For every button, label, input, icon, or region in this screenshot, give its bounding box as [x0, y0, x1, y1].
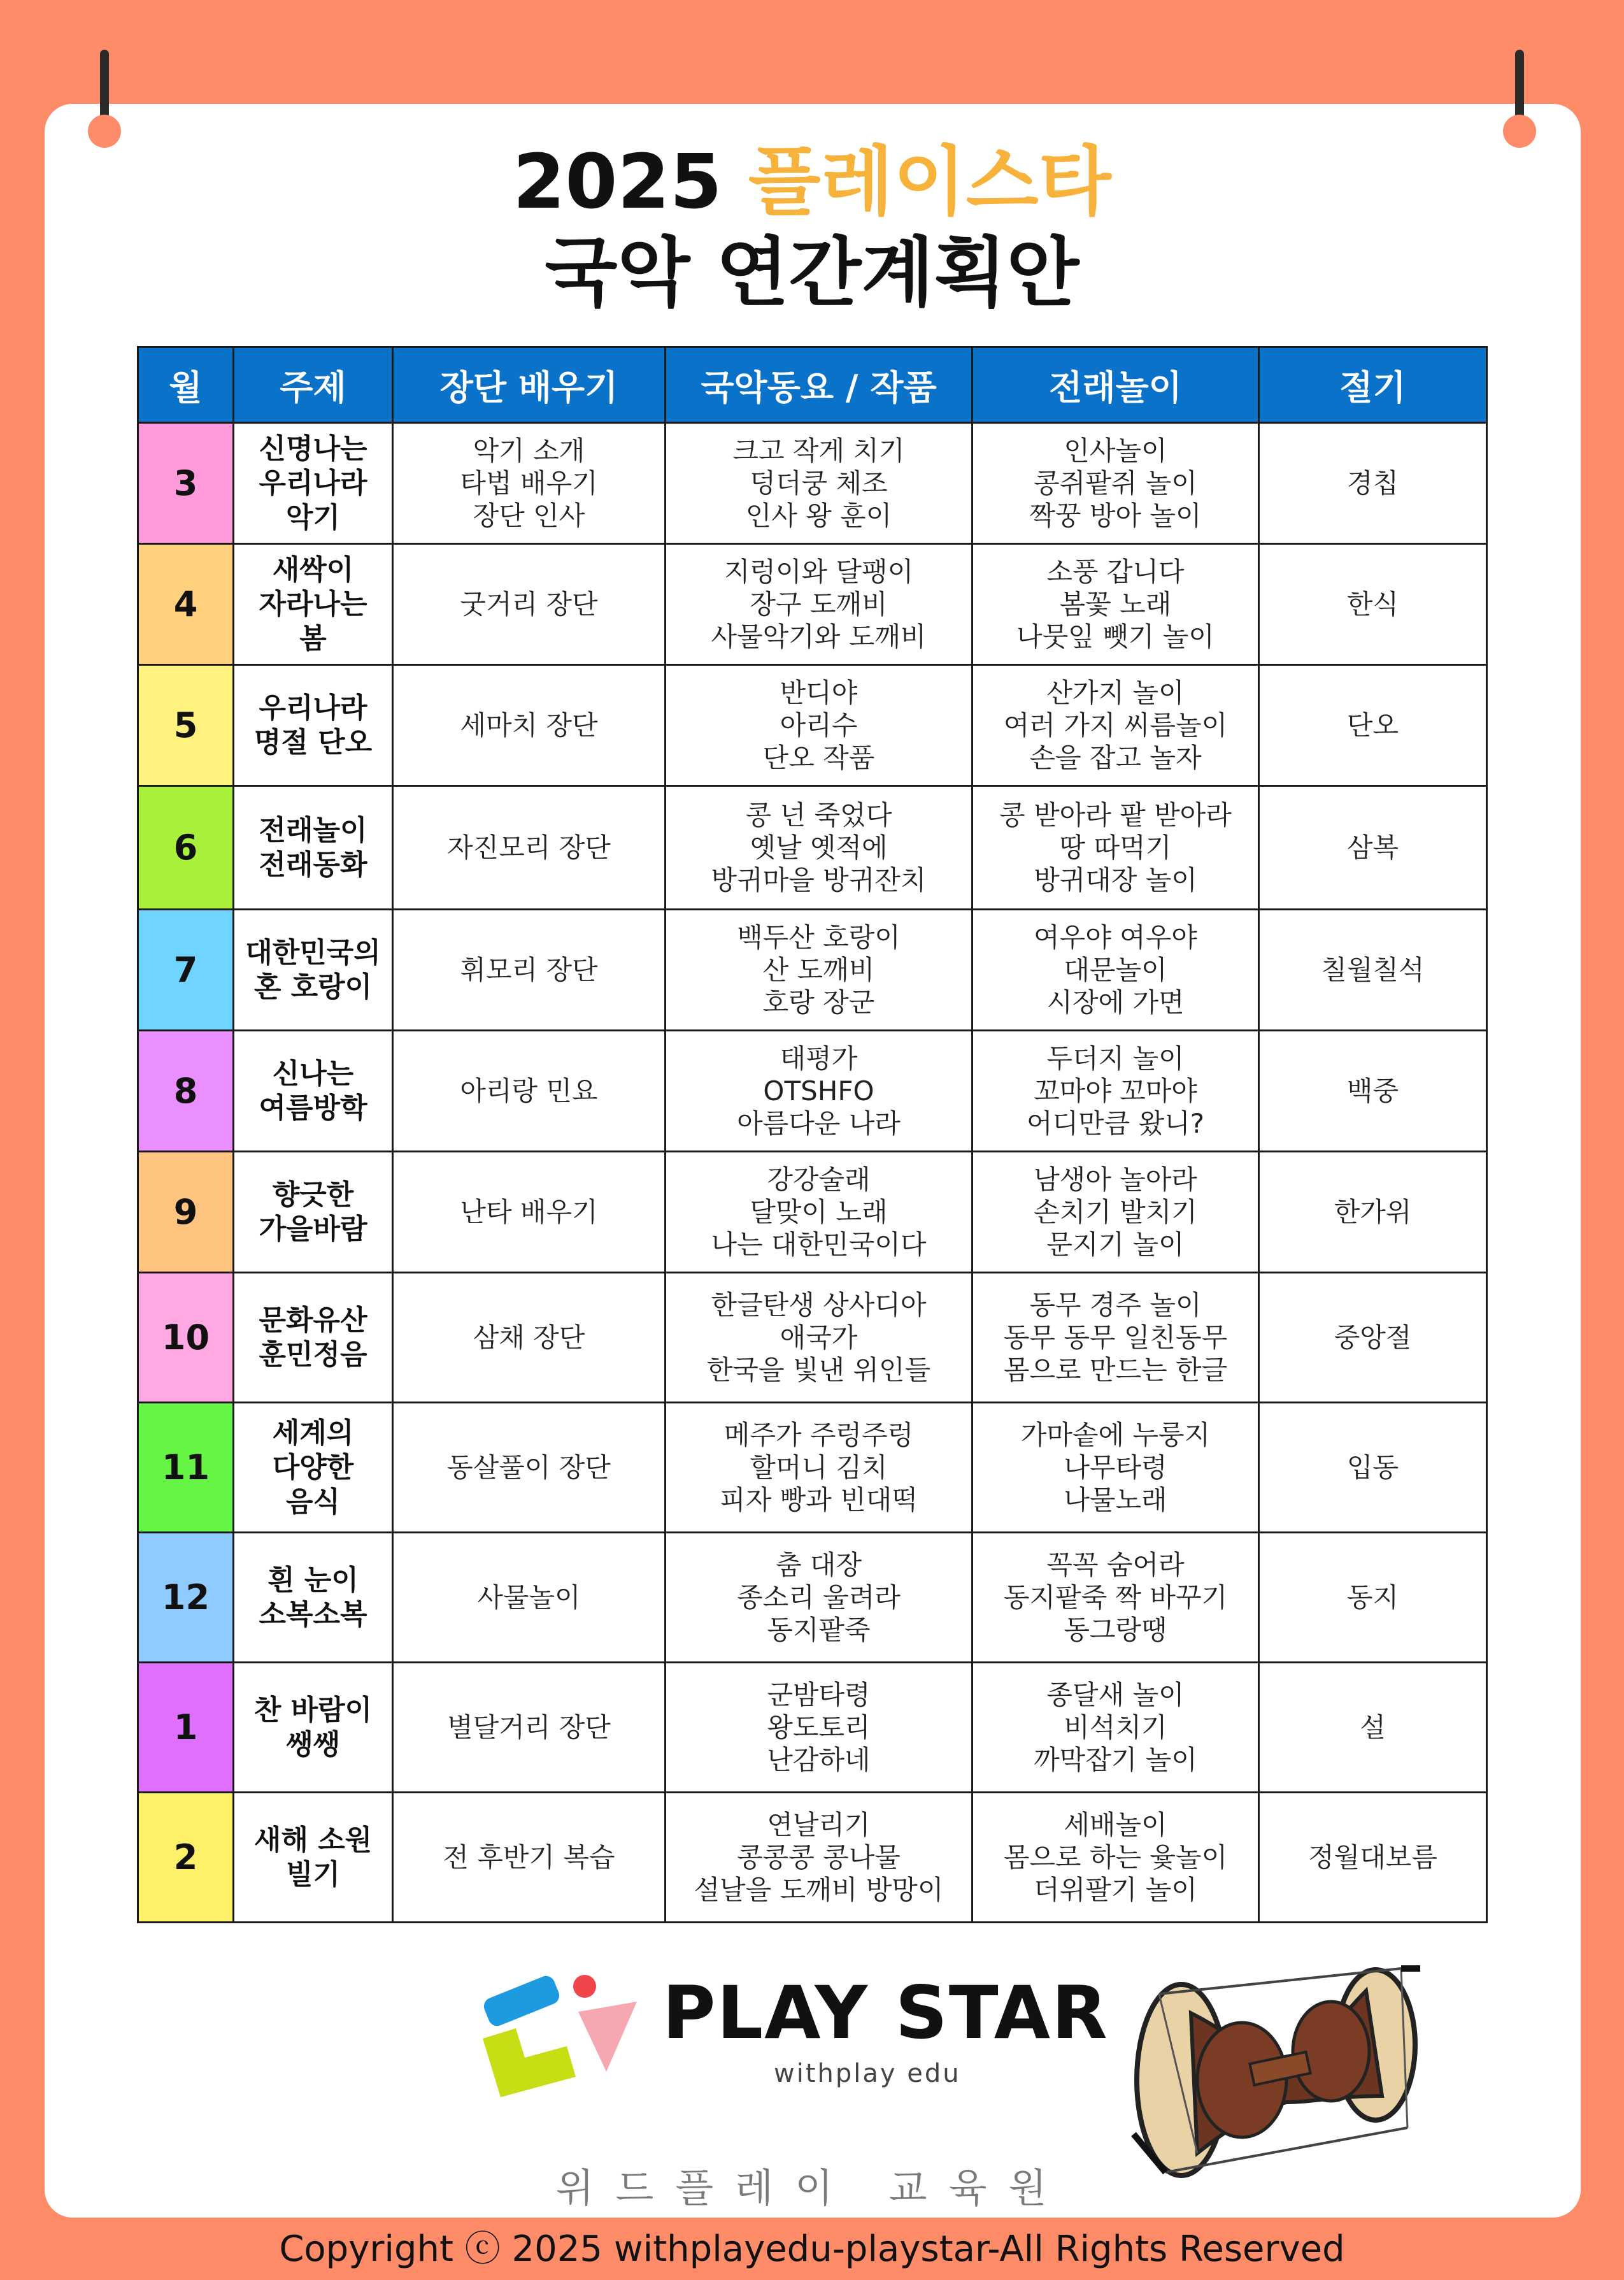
- theme-cell-line: 전래동화: [259, 848, 367, 881]
- season-cell: 정월대보름: [1259, 1793, 1487, 1923]
- theme-cell-line: 세계의: [272, 1416, 354, 1449]
- theme-cell: [234, 1152, 393, 1273]
- rhythm-cell-line: 전 후반기 복습: [443, 1842, 615, 1873]
- rhythm-cell: [393, 544, 666, 665]
- rhythm-cell-line: 악기 소개: [473, 435, 585, 466]
- theme-cell: [234, 1273, 393, 1403]
- theme-cell-line: 우리나라: [259, 691, 367, 724]
- songs-cell: [666, 1031, 972, 1152]
- games-cell-line: 동지팥죽 짝 바꾸기: [1003, 1582, 1228, 1613]
- songs-cell-line: 종소리 울려라: [737, 1582, 901, 1613]
- rhythm-cell-line: 타법 배우기: [460, 468, 598, 499]
- songs-cell-line: 연날리기: [767, 1809, 871, 1840]
- column-header: 주제: [234, 347, 393, 423]
- games-cell-line: 더위팔기 놀이: [1034, 1874, 1197, 1905]
- theme-cell-line: 훈민정음: [259, 1338, 367, 1371]
- games-cell-line: 손치기 발치기: [1034, 1196, 1197, 1228]
- games-cell-line: 세배놀이: [1064, 1809, 1167, 1840]
- theme-cell-line: 다양한: [272, 1451, 354, 1484]
- theme-cell-line: 음식: [285, 1485, 340, 1518]
- theme-cell-line: 신나는: [272, 1057, 354, 1090]
- rhythm-cell-line: 삼채 장단: [473, 1322, 585, 1353]
- theme-cell-line: 우리나라: [259, 466, 367, 499]
- songs-cell-line: 아름다운 나라: [737, 1108, 901, 1139]
- games-cell-line: 동무 경주 놀이: [1029, 1289, 1202, 1321]
- songs-cell-line: 춤 대장: [775, 1549, 862, 1581]
- season-cell: 한식: [1259, 544, 1487, 665]
- table-row: [138, 1533, 1487, 1663]
- column-header: 절기: [1259, 347, 1487, 423]
- season-cell: 한가위: [1259, 1152, 1487, 1273]
- theme-cell: [234, 1793, 393, 1923]
- games-cell-line: 소풍 갑니다: [1046, 556, 1185, 587]
- theme-cell-line: 신명나는: [259, 432, 367, 465]
- songs-cell-line: 피자 빵과 빈대떡: [720, 1484, 918, 1516]
- songs-cell: [666, 665, 972, 786]
- rhythm-cell: [393, 1663, 666, 1793]
- songs-cell-line: 인사 왕 훈이: [745, 500, 892, 531]
- songs-cell-line: 단오 작품: [762, 742, 875, 773]
- column-header: 국악동요 / 작품: [666, 347, 972, 423]
- season-cell: 설: [1259, 1663, 1487, 1793]
- theme-cell: [234, 544, 393, 665]
- month-cell: 7: [138, 910, 234, 1031]
- songs-cell-line: 반디야: [780, 677, 858, 708]
- songs-cell-line: 설날을 도깨비 방망이: [694, 1874, 944, 1905]
- games-cell-line: 남생아 놀아라: [1034, 1164, 1197, 1195]
- rhythm-cell-line: 별달거리 장단: [447, 1712, 611, 1743]
- season-cell: 경칩: [1259, 423, 1487, 544]
- theme-cell: [234, 665, 393, 786]
- games-cell: [972, 1273, 1259, 1403]
- games-cell-line: 콩 받아라 팥 받아라: [999, 799, 1232, 831]
- songs-cell: [666, 544, 972, 665]
- column-header: 월: [138, 347, 234, 423]
- songs-cell-line: 태평가: [780, 1043, 858, 1074]
- games-cell-line: 나물노래: [1064, 1484, 1167, 1516]
- songs-cell-line: 아리수: [780, 710, 858, 741]
- songs-cell-line: 동지팥죽: [767, 1614, 871, 1645]
- rhythm-cell: [393, 1793, 666, 1923]
- songs-cell-line: 크고 작게 치기: [732, 435, 905, 466]
- table-row: [138, 1403, 1487, 1533]
- songs-cell-line: 한글탄생 상사디아: [711, 1289, 927, 1321]
- games-cell: [972, 1663, 1259, 1793]
- table-row: [138, 1663, 1487, 1793]
- songs-cell: [666, 1533, 972, 1663]
- table-header-row: [138, 347, 1487, 423]
- theme-cell: [234, 423, 393, 544]
- theme-cell-line: 가을바람: [259, 1212, 367, 1245]
- season-cell: 동지: [1259, 1533, 1487, 1663]
- page-subtitle: 국악 연간계획안: [545, 229, 1079, 317]
- games-cell-line: 나뭇잎 뺏기 놀이: [1016, 621, 1214, 652]
- rhythm-cell-line: 동살풀이 장단: [447, 1452, 611, 1483]
- annual-plan-table: [137, 346, 1488, 1923]
- songs-cell-line: 장구 도깨비: [750, 589, 888, 620]
- songs-cell: [666, 423, 972, 544]
- songs-cell: [666, 1663, 972, 1793]
- songs-cell-line: 강강술래: [767, 1164, 871, 1195]
- games-cell: [972, 1031, 1259, 1152]
- theme-cell-line: 빌기: [285, 1858, 340, 1891]
- games-cell-line: 몸으로 하는 윷놀이: [1003, 1842, 1228, 1873]
- games-cell-line: 인사놀이: [1064, 435, 1167, 466]
- games-cell-line: 대문놀이: [1064, 954, 1167, 986]
- theme-cell-line: 대한민국의: [245, 936, 381, 969]
- games-cell: [972, 423, 1259, 544]
- games-cell-line: 손을 잡고 놀자: [1029, 742, 1202, 773]
- games-cell-line: 여러 가지 씨름놀이: [1003, 710, 1228, 741]
- table-row: [138, 1152, 1487, 1273]
- month-cell: 11: [138, 1403, 234, 1533]
- games-cell-line: 종달새 놀이: [1046, 1679, 1185, 1710]
- month-cell: 5: [138, 665, 234, 786]
- songs-cell-line: 한국을 빛낸 위인들: [706, 1354, 931, 1386]
- songs-cell-line: OTSHFO: [763, 1075, 874, 1107]
- theme-cell-line: 흰 눈이: [267, 1563, 359, 1596]
- games-cell: [972, 1533, 1259, 1663]
- theme-cell-line: 향긋한: [272, 1178, 354, 1211]
- songs-cell-line: 군밤타령: [767, 1679, 871, 1710]
- korean-brand-name: 위드플레이 교육원: [555, 2165, 1069, 2211]
- table-row: [138, 544, 1487, 665]
- brand-subtitle: withplay edu: [774, 2059, 961, 2088]
- rhythm-cell: [393, 1273, 666, 1403]
- songs-cell-line: 지렁이와 달팽이: [723, 556, 914, 587]
- songs-cell-line: 애국가: [780, 1322, 858, 1353]
- games-cell: [972, 665, 1259, 786]
- games-cell-line: 문지기 놀이: [1046, 1229, 1185, 1260]
- month-cell: 9: [138, 1152, 234, 1273]
- rhythm-cell: [393, 786, 666, 910]
- rhythm-cell: [393, 665, 666, 786]
- month-cell: 3: [138, 423, 234, 544]
- songs-cell-line: 백두산 호랑이: [737, 922, 901, 953]
- theme-cell-line: 새해 소원: [253, 1823, 373, 1856]
- month-cell: 10: [138, 1273, 234, 1403]
- theme-cell-line: 여름방학: [259, 1091, 367, 1124]
- songs-cell: [666, 786, 972, 910]
- rhythm-cell-line: 세마치 장단: [460, 710, 598, 741]
- theme-cell: [234, 1533, 393, 1663]
- theme-cell: [234, 1663, 393, 1793]
- rhythm-cell-line: 장단 인사: [473, 500, 585, 531]
- songs-cell-line: 왕도토리: [767, 1712, 871, 1743]
- theme-cell: [234, 786, 393, 910]
- games-cell: [972, 1152, 1259, 1273]
- table-row: [138, 1793, 1487, 1923]
- games-cell-line: 짝꿍 방아 놀이: [1029, 500, 1202, 531]
- games-cell-line: 동그랑땡: [1064, 1614, 1167, 1645]
- theme-cell-line: 봄: [299, 622, 327, 655]
- table-row: [138, 665, 1487, 786]
- theme-cell-line: 소복소복: [259, 1598, 367, 1631]
- month-cell: 6: [138, 786, 234, 910]
- songs-cell-line: 옛날 옛적에: [750, 832, 888, 863]
- table-row: [138, 423, 1487, 544]
- games-cell-line: 꼬마야 꼬마야: [1034, 1075, 1197, 1107]
- theme-cell-line: 문화유산: [259, 1303, 367, 1337]
- songs-cell-line: 나는 대한민국이다: [711, 1229, 927, 1260]
- games-cell-line: 가마솥에 누룽지: [1020, 1419, 1211, 1451]
- games-cell-line: 까막잡기 놀이: [1034, 1744, 1197, 1775]
- songs-cell-line: 달맞이 노래: [750, 1196, 888, 1228]
- title-year: 2025: [513, 138, 722, 226]
- theme-cell-line: 전래놀이: [259, 814, 367, 847]
- games-cell-line: 비석치기: [1064, 1712, 1167, 1743]
- songs-cell-line: 난감하네: [767, 1744, 871, 1775]
- songs-cell-line: 산 도깨비: [762, 954, 875, 986]
- games-cell: [972, 1403, 1259, 1533]
- column-header: 장단 배우기: [393, 347, 666, 423]
- songs-cell-line: 할머니 김치: [750, 1452, 888, 1483]
- theme-cell-line: 혼 호랑이: [253, 970, 373, 1003]
- games-cell-line: 여우야 여우야: [1034, 922, 1197, 953]
- theme-cell: [234, 910, 393, 1031]
- songs-cell-line: 사물악기와 도깨비: [711, 621, 927, 652]
- songs-cell-line: 콩 넌 죽었다: [745, 799, 892, 831]
- page-title: [0, 137, 1624, 226]
- rhythm-cell: [393, 1152, 666, 1273]
- songs-cell-line: 호랑 장군: [762, 987, 875, 1018]
- songs-cell-line: 덩더쿵 체조: [750, 468, 888, 499]
- songs-cell: [666, 1793, 972, 1923]
- songs-cell-line: 메주가 주렁주렁: [723, 1419, 914, 1451]
- games-cell-line: 동무 동무 일친동무: [1003, 1322, 1228, 1353]
- rhythm-cell: [393, 1403, 666, 1533]
- month-cell: 1: [138, 1663, 234, 1793]
- games-cell-line: 어디만큼 왔니?: [1026, 1108, 1205, 1139]
- rhythm-cell-line: 휘모리 장단: [460, 954, 598, 986]
- table-row: [138, 910, 1487, 1031]
- games-cell-line: 나무타령: [1064, 1452, 1167, 1483]
- rhythm-cell-line: 자진모리 장단: [447, 832, 611, 863]
- season-cell: 칠월칠석: [1259, 910, 1487, 1031]
- rhythm-cell-line: 난타 배우기: [460, 1196, 598, 1228]
- season-cell: 삼복: [1259, 786, 1487, 910]
- rhythm-cell-line: 아리랑 민요: [460, 1075, 598, 1107]
- games-cell: [972, 544, 1259, 665]
- songs-cell: [666, 910, 972, 1031]
- month-cell: 12: [138, 1533, 234, 1663]
- games-cell-line: 두더지 놀이: [1046, 1043, 1185, 1074]
- season-cell: 중앙절: [1259, 1273, 1487, 1403]
- month-cell: 8: [138, 1031, 234, 1152]
- games-cell-line: 콩쥐팥쥐 놀이: [1034, 468, 1197, 499]
- games-cell-line: 방귀대장 놀이: [1034, 864, 1197, 896]
- games-cell-line: 봄꽃 노래: [1059, 589, 1172, 620]
- games-cell: [972, 910, 1259, 1031]
- theme-cell-line: 쌩쌩: [285, 1728, 340, 1761]
- songs-cell-line: 방귀마을 방귀잔치: [711, 864, 927, 896]
- songs-cell: [666, 1403, 972, 1533]
- theme-cell-line: 자라나는: [259, 587, 367, 620]
- month-cell: 4: [138, 544, 234, 665]
- rhythm-cell-line: 굿거리 장단: [460, 589, 598, 620]
- rhythm-cell-line: 사물놀이: [477, 1582, 581, 1613]
- theme-cell-line: 명절 단오: [253, 726, 373, 759]
- games-cell-line: 꼭꼭 숨어라: [1046, 1549, 1185, 1581]
- games-cell: [972, 1793, 1259, 1923]
- column-header: 전래놀이: [972, 347, 1259, 423]
- games-cell-line: 시장에 가면: [1046, 987, 1185, 1018]
- songs-cell: [666, 1273, 972, 1403]
- copyright-text: Copyright ⓒ 2025 withplayedu-playstar-All Rights Reserved: [279, 2228, 1345, 2270]
- games-cell-line: 산가지 놀이: [1046, 677, 1185, 708]
- brand-name: PLAY STAR: [662, 1970, 1109, 2055]
- table-row: [138, 786, 1487, 910]
- rhythm-cell: [393, 1533, 666, 1663]
- songs-cell: [666, 1152, 972, 1273]
- games-cell: [972, 786, 1259, 910]
- rhythm-cell: [393, 423, 666, 544]
- table-row: [138, 1273, 1487, 1403]
- month-cell: 2: [138, 1793, 234, 1923]
- rhythm-cell: [393, 1031, 666, 1152]
- games-cell-line: 땅 따먹기: [1059, 832, 1172, 863]
- theme-cell-line: 악기: [285, 501, 340, 534]
- season-cell: 백중: [1259, 1031, 1487, 1152]
- table-row: [138, 1031, 1487, 1152]
- rhythm-cell: [393, 910, 666, 1031]
- theme-cell: [234, 1031, 393, 1152]
- songs-cell-line: 콩콩콩 콩나물: [737, 1842, 901, 1873]
- games-cell-line: 몸으로 만드는 한글: [1003, 1354, 1228, 1386]
- theme-cell-line: 찬 바람이: [253, 1693, 373, 1726]
- theme-cell: [234, 1403, 393, 1533]
- season-cell: 단오: [1259, 665, 1487, 786]
- theme-cell-line: 새싹이: [272, 553, 354, 586]
- season-cell: 입동: [1259, 1403, 1487, 1533]
- title-brand: 플레이스타: [748, 138, 1111, 226]
